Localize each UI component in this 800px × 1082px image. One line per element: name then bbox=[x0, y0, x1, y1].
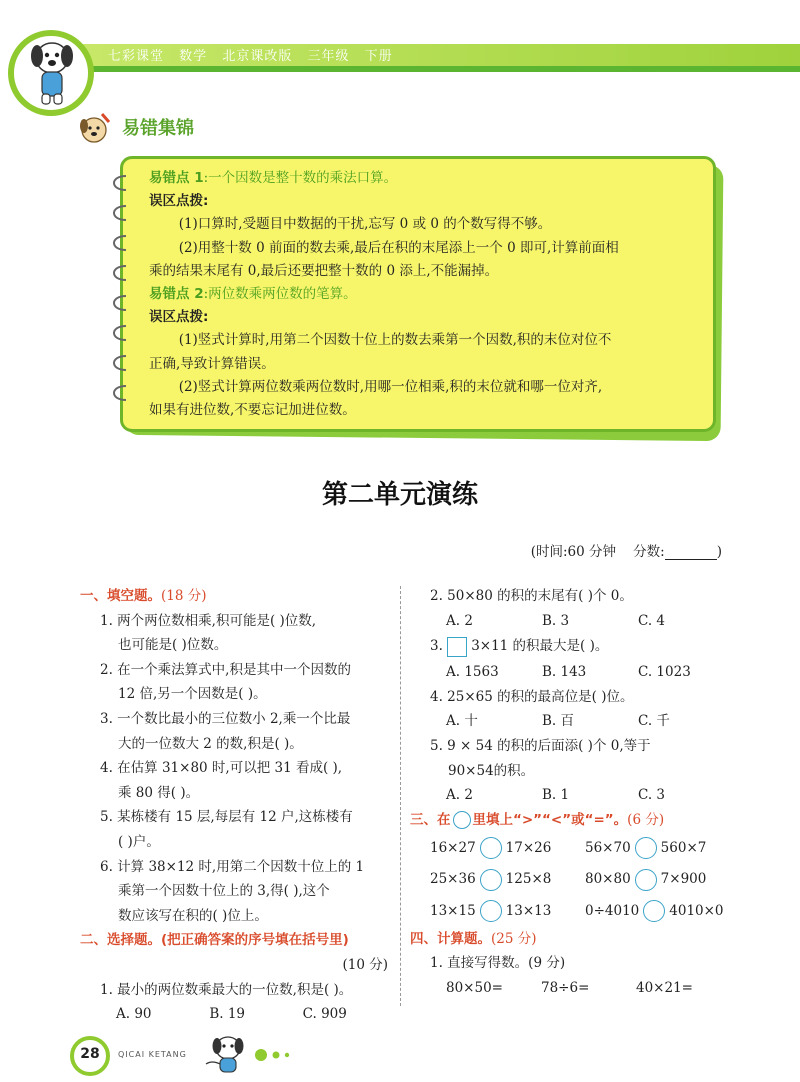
header-subject: 数学 bbox=[179, 49, 208, 64]
close-paren: ) bbox=[716, 544, 722, 560]
compare-right: 4010×0 bbox=[669, 902, 724, 919]
compare-circle[interactable] bbox=[480, 869, 502, 891]
header-stripe bbox=[58, 66, 800, 72]
p1-line-3: 2. 在一个乘法算式中,积是其中一个因数的 bbox=[100, 661, 351, 678]
compare-item bbox=[430, 836, 585, 861]
p2-q5-options bbox=[410, 783, 740, 808]
dog-mascot-icon bbox=[22, 34, 82, 110]
compare-row-2 bbox=[410, 864, 740, 896]
error-point-1-text: :一个因数是整十数的乘法口算。 bbox=[203, 170, 398, 186]
tip-1-line-2: (2)用整十数 0 前面的数去乘,最后在积的末尾添上一个 0 即可,计算前面相 bbox=[178, 239, 619, 256]
option-c: C. 千 bbox=[638, 713, 670, 730]
compare-row-3 bbox=[410, 895, 740, 927]
time-label: (时间:60 分钟 bbox=[530, 544, 616, 560]
option-c: C. 3 bbox=[638, 787, 666, 804]
tip-label-2: 误区点拨: bbox=[149, 309, 209, 326]
option-c: C. 1023 bbox=[638, 664, 691, 681]
p1-line-7: 4. 在估算 31×80 时,可以把 31 看成( ), bbox=[100, 760, 343, 777]
option-c: C. 909 bbox=[302, 1006, 347, 1023]
tip-2-line-1: (1)竖式计算时,用第二个因数十位上的数去乘第一个因数,积的末位对位不 bbox=[178, 332, 612, 349]
unit-title: 第二单元演练 bbox=[321, 480, 478, 510]
part1-heading-text: 一、填空题。 bbox=[80, 588, 161, 604]
p1-line-12: 乘第一个因数十位上的 3,得( ),这个 bbox=[118, 883, 330, 900]
circle-blank-icon bbox=[453, 811, 471, 829]
p2-q4-options bbox=[410, 709, 740, 734]
option-a: A. 90 bbox=[116, 1006, 152, 1023]
part3-heading-suffix: 里填上“>”“<”或“=”。 bbox=[472, 811, 628, 828]
compare-left: 16×27 bbox=[430, 839, 476, 856]
compare-item bbox=[585, 899, 740, 924]
compare-circle[interactable] bbox=[480, 837, 502, 859]
p2-q1-options bbox=[80, 1002, 396, 1027]
compare-left: 56×70 bbox=[585, 839, 631, 856]
p2-q5-line2: 90×54的积。 bbox=[448, 762, 535, 779]
error-point-1-label: 易错点 1 bbox=[149, 170, 204, 186]
p1-line-9: 5. 某栋楼有 15 层,每层有 12 户,这栋楼有 bbox=[100, 809, 353, 826]
tip-1-line-1: (1)口算时,受题目中数据的干扰,忘写 0 或 0 的个数写得不够。 bbox=[178, 216, 552, 233]
note-card bbox=[120, 156, 716, 432]
part4-heading bbox=[410, 927, 740, 952]
option-c: C. 4 bbox=[638, 612, 666, 629]
compare-right: 560×7 bbox=[660, 839, 707, 856]
compare-item bbox=[430, 867, 585, 892]
footer-brand: QICAI KETANG bbox=[118, 1050, 187, 1059]
option-b: B. 1 bbox=[542, 787, 570, 804]
compare-left: 80×80 bbox=[585, 871, 631, 888]
part1-score: (18 分) bbox=[161, 588, 207, 604]
compare-right: 125×8 bbox=[505, 871, 552, 888]
p2-q3 bbox=[410, 633, 740, 660]
calc-item: 40×21= bbox=[636, 980, 693, 997]
tip-1-line-3: 乘的结果末尾有 0,最后还要把整十数的 0 添上,不能漏掉。 bbox=[149, 262, 499, 279]
p1-line-13: 数应该写在积的( )位上。 bbox=[118, 907, 268, 924]
compare-row-1 bbox=[410, 832, 740, 864]
option-a: A. 2 bbox=[446, 612, 473, 629]
part4-heading-text: 四、计算题。 bbox=[410, 930, 491, 947]
header-term: 下册 bbox=[364, 49, 393, 64]
part2-score: (10 分) bbox=[342, 956, 388, 973]
p1-line-11: 6. 计算 38×12 时,用第二个因数十位上的 1 bbox=[100, 858, 365, 875]
dog-with-pencil-icon bbox=[76, 110, 112, 146]
p4-q1: 1. 直接写得数。(9 分) bbox=[430, 955, 566, 972]
column-divider bbox=[400, 586, 401, 1006]
part3-heading bbox=[410, 808, 740, 833]
p1-line-10: ( )户。 bbox=[118, 833, 160, 850]
time-score-line bbox=[531, 540, 722, 560]
decorative-dots-icon bbox=[254, 1048, 300, 1062]
tip-label-1: 误区点拨: bbox=[149, 193, 209, 210]
errors-section-title: 易错集锦 bbox=[122, 118, 194, 139]
header-grade: 三年级 bbox=[307, 49, 350, 64]
p2-q2: 2. 50×80 的积的末尾有( )个 0。 bbox=[430, 588, 633, 604]
p1-line-6: 大的一位数大 2 的数,积是( )。 bbox=[118, 735, 303, 752]
compare-circle[interactable] bbox=[480, 900, 502, 922]
header-brand: 七彩课堂 bbox=[108, 49, 165, 64]
compare-item bbox=[585, 836, 740, 861]
compare-item bbox=[430, 899, 585, 924]
header-edition: 北京课改版 bbox=[222, 49, 293, 64]
p1-line-5: 3. 一个数比最小的三位数小 2,乘一个比最 bbox=[100, 710, 351, 727]
calc-item: 78÷6= bbox=[541, 980, 590, 997]
option-a: A. 2 bbox=[446, 787, 473, 804]
part3-heading-prefix: 三、在 bbox=[410, 811, 451, 828]
spiral-binding-icon bbox=[104, 168, 132, 418]
compare-left: 0÷4010 bbox=[585, 902, 640, 919]
compare-circle[interactable] bbox=[635, 837, 657, 859]
p1-line-2: 也可能是( )位数。 bbox=[118, 637, 228, 654]
error-point-1 bbox=[149, 167, 695, 190]
header-title bbox=[108, 45, 403, 64]
right-column bbox=[410, 584, 740, 1001]
compare-left: 13×15 bbox=[430, 902, 476, 919]
p2-q3-suffix: 3×11 的积最大是( )。 bbox=[471, 638, 609, 655]
tip-2-line-3: (2)竖式计算两位数乘两位数时,用哪一位相乘,积的末位就和哪一位对齐, bbox=[178, 378, 603, 395]
option-b: B. 百 bbox=[542, 713, 575, 730]
p1-line-1: 1. 两个两位数相乘,积可能是( )位数, bbox=[100, 612, 317, 629]
p1-line-8: 乘 80 得( )。 bbox=[118, 784, 200, 801]
calc-item: 80×50= bbox=[446, 980, 503, 997]
part3-score: (6 分) bbox=[627, 811, 665, 828]
tip-2-line-2: 正确,导致计算错误。 bbox=[149, 355, 275, 372]
left-column bbox=[80, 584, 396, 1027]
p4-calc-row bbox=[410, 976, 740, 1001]
option-b: B. 143 bbox=[542, 664, 587, 681]
option-b: B. 3 bbox=[542, 612, 570, 629]
score-blank[interactable] bbox=[665, 546, 717, 560]
p2-q3-prefix: 3. bbox=[430, 638, 443, 655]
digit-box[interactable] bbox=[447, 637, 467, 657]
p2-q3-options bbox=[410, 660, 740, 685]
page-number: 28 bbox=[80, 1046, 100, 1062]
part4-score: (25 分) bbox=[491, 930, 537, 947]
compare-right: 13×13 bbox=[505, 902, 552, 919]
error-point-2-label: 易错点 2 bbox=[149, 286, 204, 303]
part1-heading bbox=[80, 584, 396, 609]
compare-item bbox=[585, 867, 740, 892]
tip-2-line-4: 如果有进位数,不要忘记加进位数。 bbox=[149, 402, 356, 419]
compare-circle[interactable] bbox=[643, 900, 665, 922]
dog-mascot-footer-icon bbox=[200, 1030, 252, 1078]
p1-line-4: 12 倍,另一个因数是( )。 bbox=[118, 686, 267, 703]
option-a: A. 十 bbox=[446, 713, 478, 730]
p2-q2-options bbox=[410, 609, 740, 634]
part2-heading: 二、选择题。(把正确答案的序号填在括号里) bbox=[80, 932, 349, 949]
p2-q1: 1. 最小的两位数乘最大的一位数,积是( )。 bbox=[100, 981, 353, 998]
option-b: B. 19 bbox=[209, 1006, 246, 1023]
option-a: A. 1563 bbox=[446, 664, 499, 681]
p2-q5-line1: 5. 9 × 54 的积的后面添( )个 0,等于 bbox=[430, 737, 651, 754]
compare-left: 25×36 bbox=[430, 871, 476, 888]
score-label: 分数: bbox=[633, 544, 665, 560]
error-point-2 bbox=[149, 283, 695, 306]
compare-right: 17×26 bbox=[505, 839, 552, 856]
error-point-2-text: :两位数乘两位数的笔算。 bbox=[203, 286, 357, 303]
compare-circle[interactable] bbox=[635, 869, 657, 891]
p2-q4: 4. 25×65 的积的最高位是( )位。 bbox=[430, 688, 634, 705]
compare-right: 7×900 bbox=[660, 871, 707, 888]
